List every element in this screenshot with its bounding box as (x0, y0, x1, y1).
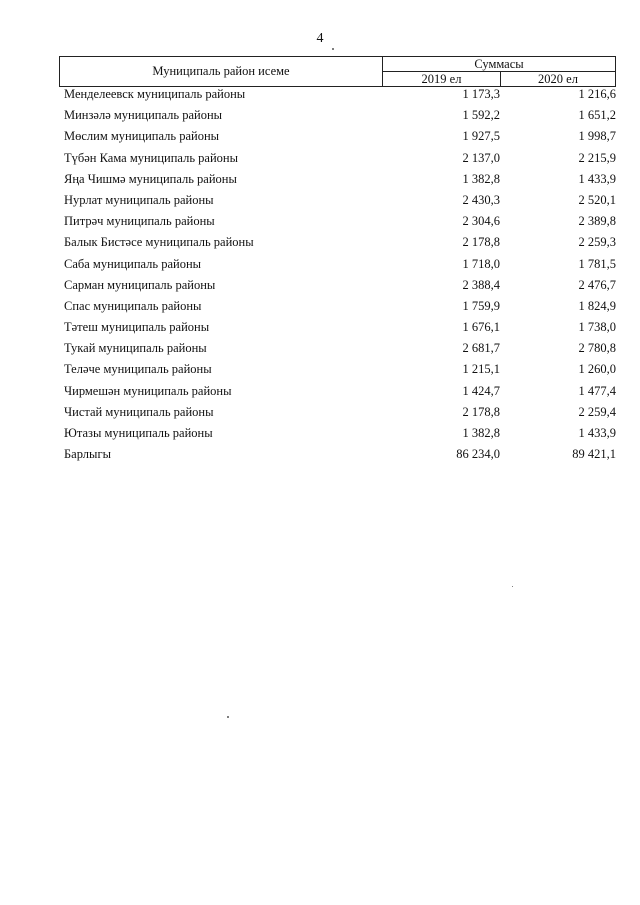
value-2019: 1 424,7 (462, 383, 500, 398)
table-row (0, 172, 640, 193)
value-2019: 2 681,7 (462, 341, 500, 356)
value-2019: 2 304,6 (462, 214, 500, 229)
district-name: Түбән Кама муниципаль районы (64, 150, 238, 165)
scan-speck (512, 586, 513, 587)
value-2020: 1 651,2 (578, 108, 616, 123)
district-name: Саба муниципаль районы (64, 256, 202, 271)
table-row (0, 193, 640, 214)
value-2019: 2 178,8 (462, 404, 500, 419)
district-name: Мөслим муниципаль районы (64, 129, 220, 144)
value-2020: 2 389,8 (578, 214, 616, 229)
district-name: Ютазы муниципаль районы (64, 426, 213, 440)
header-year-2020: 2020 ел (538, 71, 578, 86)
total-label: Барлыгы (64, 447, 111, 462)
value-2020: 1 260,0 (578, 362, 616, 377)
value-2019: 1 718,0 (462, 256, 500, 271)
value-2019: 2 137,0 (462, 150, 500, 165)
value-2019: 2 178,8 (462, 235, 500, 250)
table-row (0, 341, 640, 362)
value-2020: 2 476,7 (578, 277, 616, 292)
district-name: Теләче муниципаль районы (64, 362, 212, 377)
total-2020: 89 421,1 (572, 447, 616, 462)
value-2019: 1 382,8 (462, 426, 500, 440)
table-row (0, 362, 640, 383)
value-2019: 1 927,5 (462, 129, 500, 144)
value-2019: 1 676,1 (462, 320, 500, 335)
value-2020: 1 433,9 (578, 171, 616, 186)
district-name: Питрәч муниципаль районы (64, 214, 215, 229)
district-name: Сарман муниципаль районы (64, 277, 216, 292)
total-row (0, 447, 640, 468)
table-body (0, 87, 640, 468)
value-2019: 2 388,4 (462, 277, 500, 292)
district-name: Минзәлә муниципаль районы (64, 108, 223, 123)
table-row (0, 384, 640, 405)
value-2020: 1 433,9 (578, 426, 616, 440)
value-2020: 1 998,7 (578, 129, 616, 144)
value-2019: 1 215,1 (462, 362, 500, 377)
value-2020: 1 477,4 (578, 383, 616, 398)
scan-speck (332, 48, 334, 50)
header-sum-column: Суммасы (383, 57, 615, 72)
district-name: Спас муниципаль районы (64, 298, 202, 313)
district-name: Яңа Чишмә муниципаль районы (64, 171, 237, 186)
value-2020: 2 520,1 (578, 192, 616, 207)
page-number: 4 (316, 31, 324, 46)
table-row (0, 151, 640, 172)
value-2019: 2 430,3 (462, 192, 500, 207)
table-row (0, 426, 640, 447)
table-header (59, 56, 616, 87)
value-2020: 2 259,3 (578, 235, 616, 250)
value-2020: 1 216,6 (578, 87, 616, 101)
value-2019: 1 382,8 (462, 171, 500, 186)
scan-speck (227, 716, 229, 718)
value-2020: 2 215,9 (578, 150, 616, 165)
value-2019: 1 592,2 (462, 108, 500, 123)
value-2020: 1 824,9 (578, 298, 616, 313)
value-2020: 1 738,0 (578, 320, 616, 335)
total-2019: 86 234,0 (456, 447, 500, 462)
table-row (0, 257, 640, 278)
header-name-column: Муниципаль район исеме (60, 57, 383, 86)
table-row (0, 129, 640, 150)
value-2020: 2 780,8 (578, 341, 616, 356)
table-row (0, 405, 640, 426)
table-row (0, 235, 640, 256)
district-name: Балык Бистәсе муниципаль районы (64, 235, 254, 250)
value-2020: 2 259,4 (578, 404, 616, 419)
table-row (0, 214, 640, 235)
table-row (0, 278, 640, 299)
district-name: Менделеевск муниципаль районы (64, 87, 246, 101)
value-2020: 1 781,5 (578, 256, 616, 271)
district-name: Тәтеш муниципаль районы (64, 320, 210, 335)
table-row (0, 87, 640, 108)
district-name: Нурлат муниципаль районы (64, 192, 214, 207)
header-year-2019: 2019 ел (383, 72, 501, 86)
value-2019: 1 173,3 (462, 87, 500, 101)
district-name: Чирмешән муниципаль районы (64, 383, 232, 398)
table-row (0, 108, 640, 129)
table-row (0, 299, 640, 320)
district-name: Тукай муниципаль районы (64, 341, 207, 356)
district-name: Чистай муниципаль районы (64, 404, 214, 419)
value-2019: 1 759,9 (462, 298, 500, 313)
table-row (0, 320, 640, 341)
